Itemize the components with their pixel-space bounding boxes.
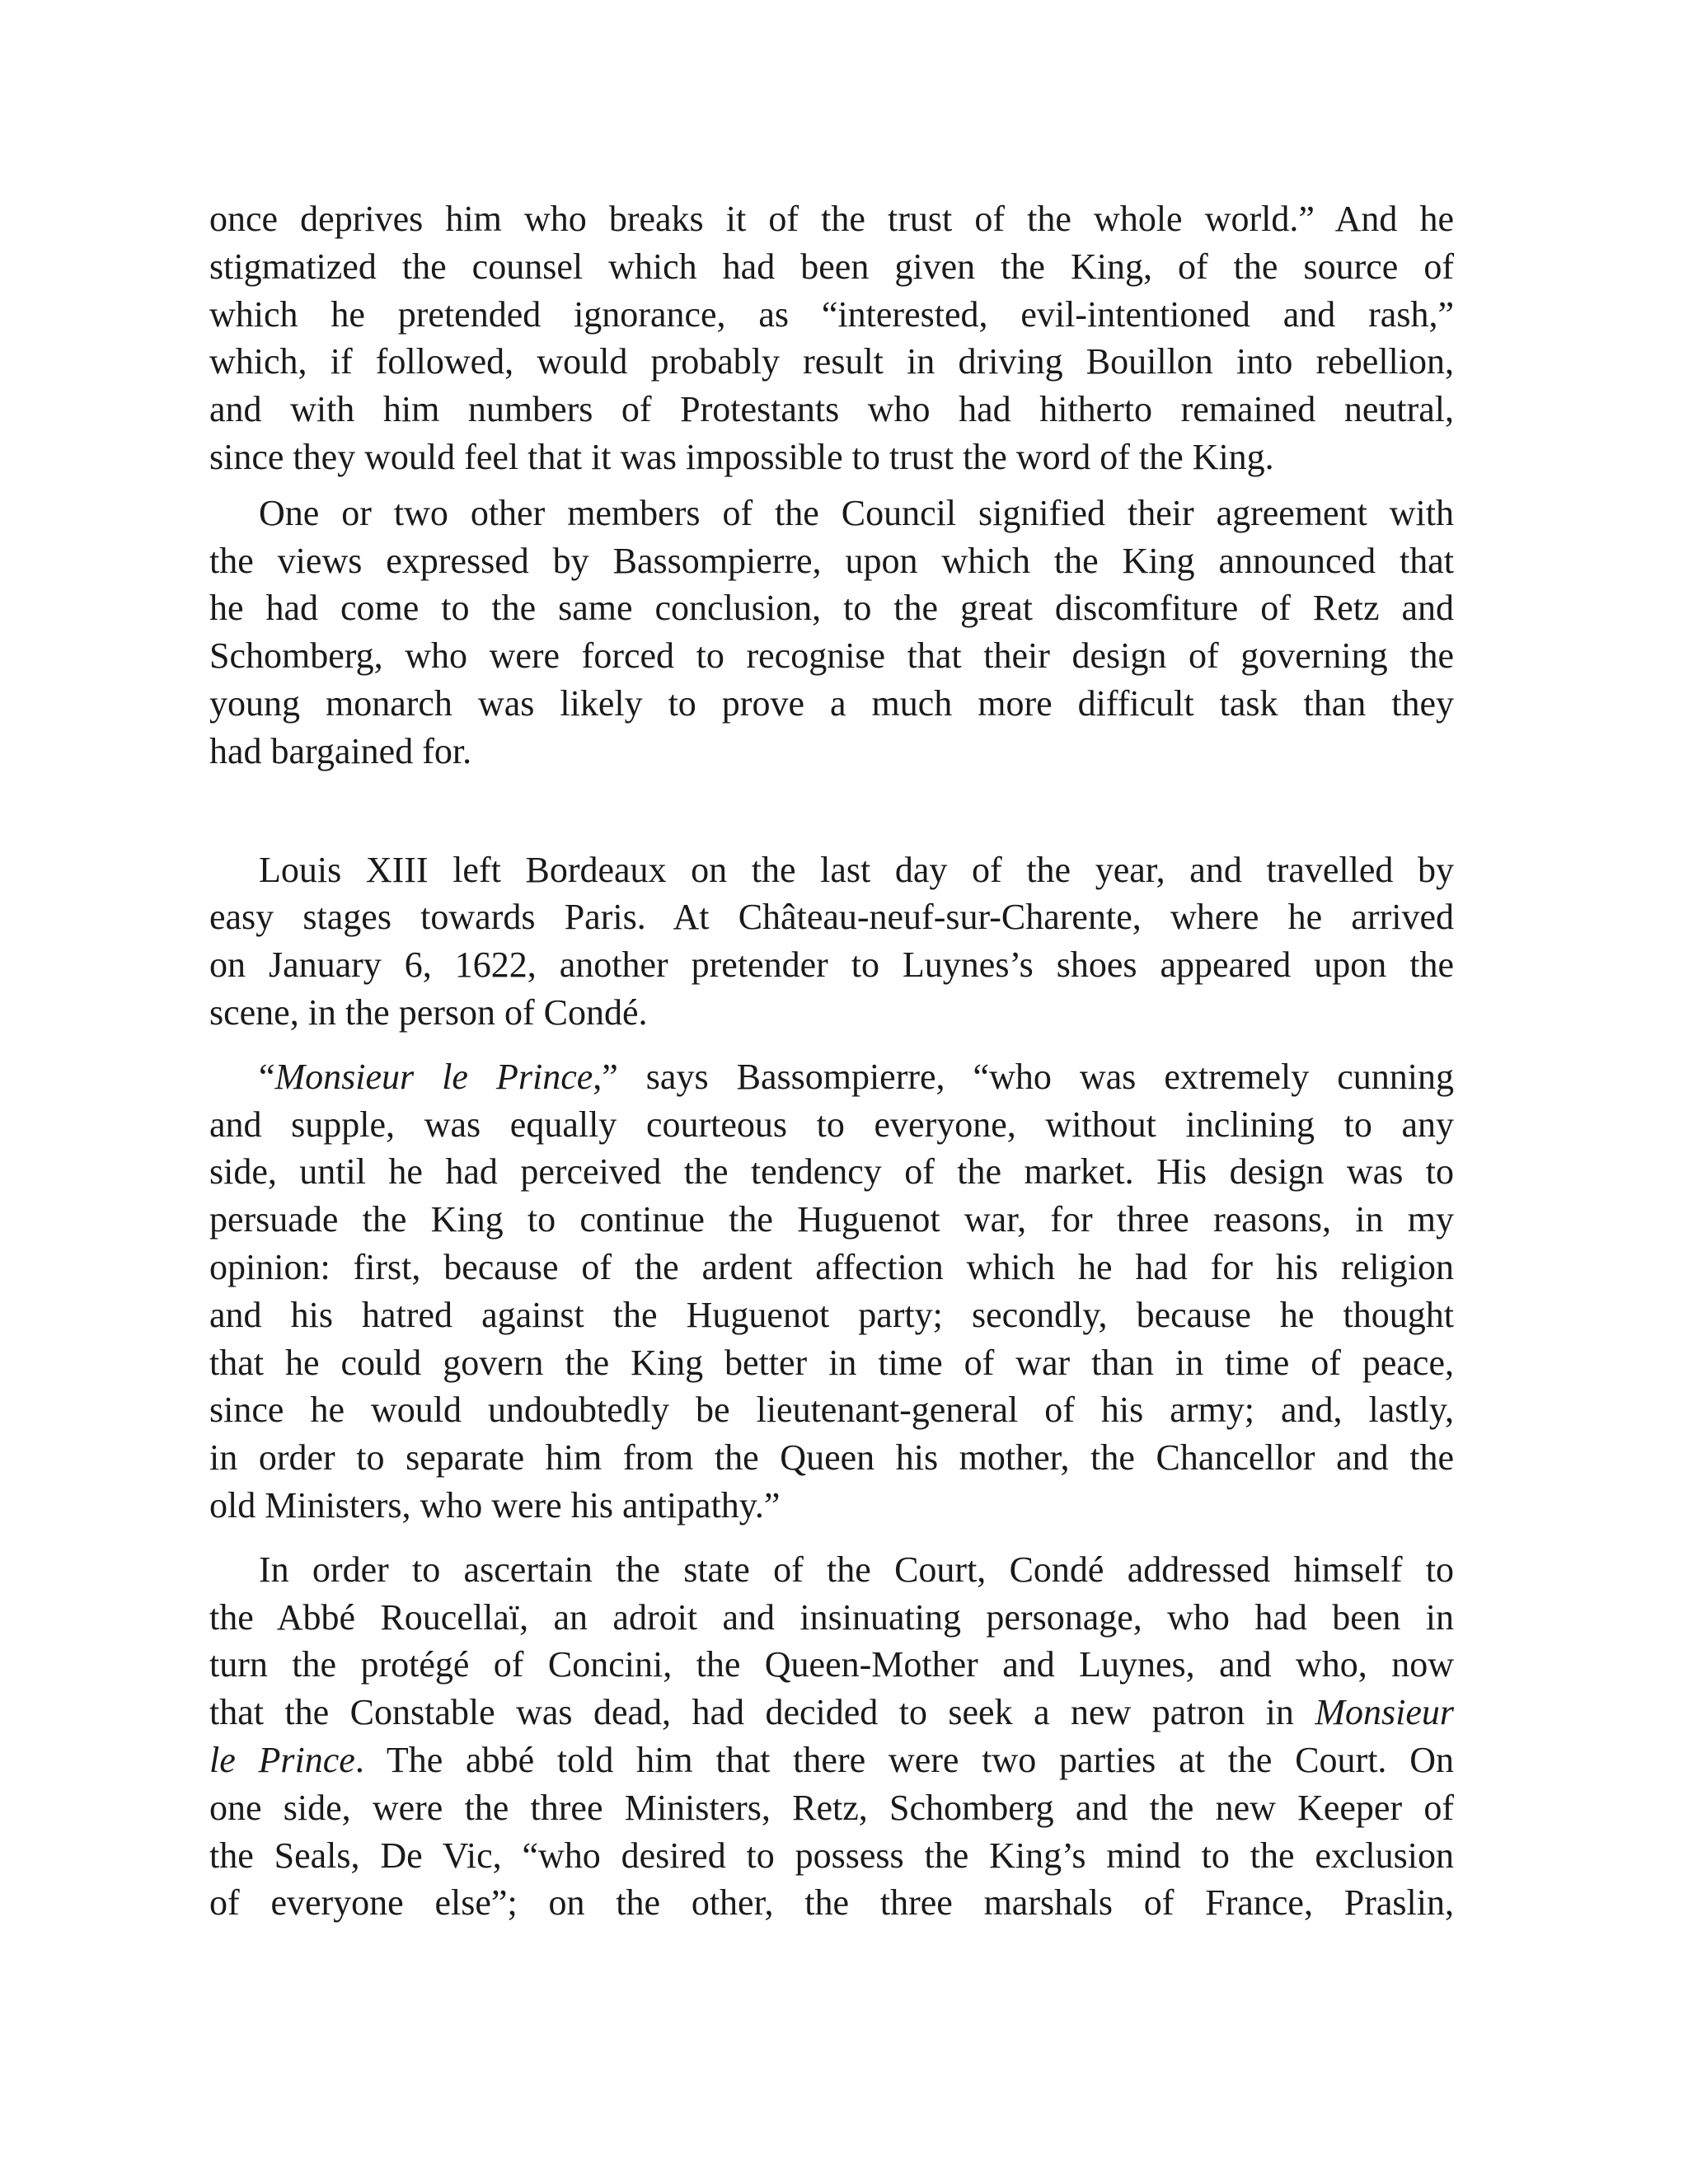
text-line: he had come to the same conclusion, to the great discomfiture of Retz and: [209, 588, 1454, 629]
open-quote: “: [259, 1056, 275, 1097]
text-line: since they would feel that it was impossible to trust the word of the King.: [209, 436, 1274, 477]
text-line: the Abbé Roucellaï, an adroit and insinuating personage, who had been in: [209, 1596, 1454, 1638]
text-line: once deprives him who breaks it of the trust of the whole world.” And he: [209, 199, 1454, 239]
text-line: [209, 1053, 1454, 1101]
text-line: [209, 1736, 1454, 1784]
text-line: scene, in the person of Condé.: [209, 991, 648, 1033]
text-line: Schomberg, who were forced to recognise that their design of governing the: [209, 635, 1454, 677]
paragraph-4: [209, 1053, 1454, 1530]
text-line: easy stages towards Paris. At Château-neuf-sur-Charente, where he arrived: [209, 897, 1454, 938]
text-line: had bargained for.: [209, 730, 472, 771]
text-line: turn the protégé of Concini, the Queen-Mother and Luynes, and who, now: [209, 1644, 1454, 1685]
page-body: [209, 195, 1454, 1927]
text-line: the Seals, De Vic, “who desired to possess the King’s mind to the exclusion: [209, 1835, 1454, 1876]
paragraph-2: [209, 490, 1454, 776]
text-line: and supple, was equally courteous to everyone, without inclining to any: [209, 1104, 1454, 1145]
paragraph-5: [209, 1546, 1454, 1927]
text-line: In order to ascertain the state of the Court, Condé addressed himself to: [259, 1549, 1454, 1590]
text-line: opinion: first, because of the ardent affection which he had for his religion: [209, 1246, 1454, 1287]
paragraph-3: [209, 846, 1454, 1037]
text-line: young monarch was likely to prove a much more difficult task than they: [209, 682, 1454, 724]
italic-phrase: Monsieur: [1315, 1692, 1455, 1733]
text-fragment: . The abbé told him that there were two parties at the Court. On: [354, 1739, 1454, 1780]
text-line: in order to separate him from the Queen his mother, the Chancellor and the: [209, 1437, 1454, 1479]
text-line: One or two other members of the Council signified their agreement with: [259, 492, 1454, 533]
text-line: persuade the King to continue the Huguenot war, for three reasons, in my: [209, 1199, 1454, 1240]
text-line: which, if followed, would probably result in driving Bouillon into rebellion,: [209, 341, 1454, 382]
text-line: side, until he had perceived the tendency of the market. His design was to: [209, 1151, 1454, 1193]
text-line: of everyone else”; on the other, the three marshals of France, Praslin,: [209, 1882, 1454, 1924]
text-fragment: ,” says Bassompierre, “who was extremely cunning: [593, 1056, 1454, 1097]
text-line: that he could govern the King better in time of war than in time of peace,: [209, 1342, 1454, 1383]
text-line: [209, 1689, 1454, 1736]
text-line: stigmatized the counsel which had been given the King, of the source of: [209, 246, 1454, 287]
text-fragment: that the Constable was dead, had decided to seek a new patron in: [209, 1692, 1294, 1733]
text-line: which he pretended ignorance, as “interested, evil-intentioned and rash,”: [209, 293, 1454, 335]
text-line: and with him numbers of Protestants who had hitherto remained neutral,: [209, 389, 1454, 430]
text-line: the views expressed by Bassompierre, upon which the King announced that: [209, 540, 1454, 581]
italic-phrase: le Prince: [209, 1739, 355, 1780]
text-line: since he would undoubtedly be lieutenant-general of his army; and, lastly,: [209, 1390, 1454, 1431]
text-line: old Ministers, who were his antipathy.”: [209, 1484, 781, 1526]
italic-phrase: Monsieur le Prince: [274, 1056, 593, 1097]
text-line: one side, were the three Ministers, Retz, Schomberg and the new Keeper of: [209, 1787, 1454, 1828]
text-line: on January 6, 1622, another pretender to Luynes’s shoes appeared upon the: [209, 944, 1454, 986]
paragraph-1: [209, 195, 1454, 481]
text-line: Louis XIII left Bordeaux on the last day of the year, and travelled by: [259, 849, 1454, 890]
text-line: and his hatred against the Huguenot party; secondly, because he thought: [209, 1294, 1454, 1335]
